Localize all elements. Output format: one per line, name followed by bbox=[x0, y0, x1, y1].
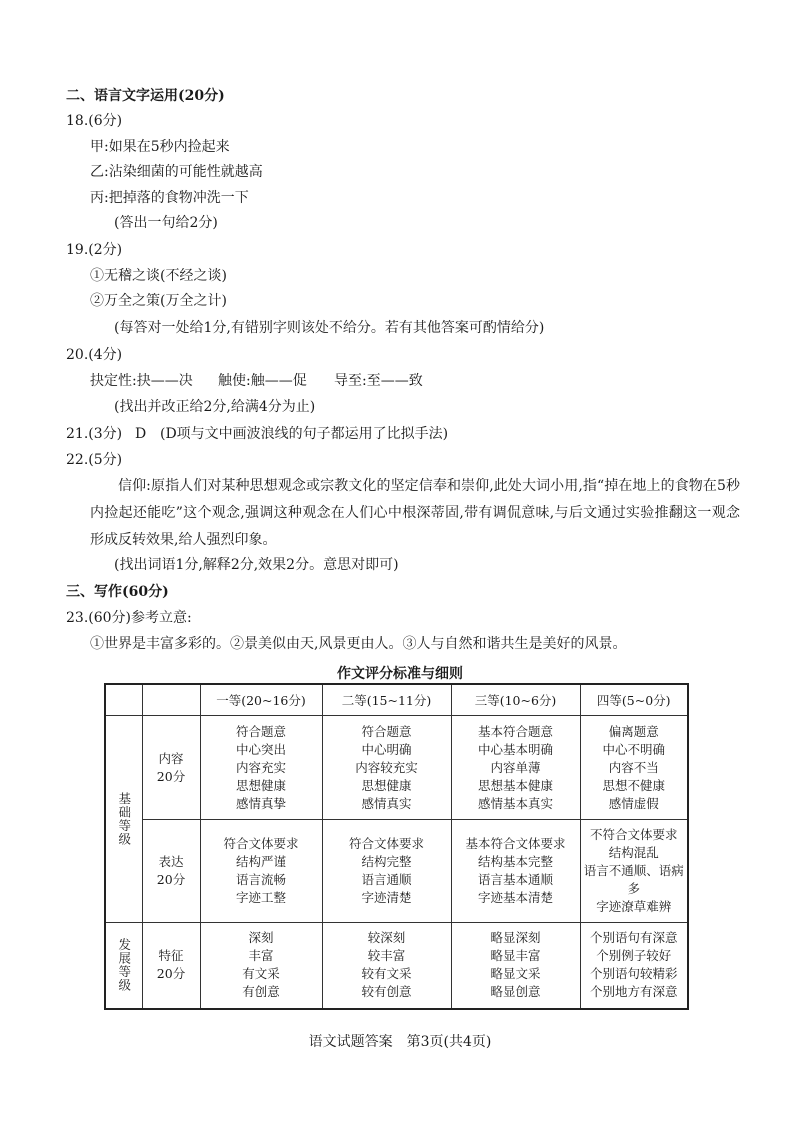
group-basic-label: 基础等级 bbox=[116, 792, 132, 846]
criterion: 内容充实 bbox=[235, 759, 286, 775]
cell-feature-grade-2 bbox=[322, 923, 451, 1009]
q21-heading: 21.(3分) bbox=[66, 426, 123, 442]
section-3-title: 三、写作(60分) bbox=[66, 584, 169, 600]
table-row-expression bbox=[105, 820, 688, 923]
header-grade-4: 四等(5~0分) bbox=[580, 684, 688, 716]
scoring-table bbox=[104, 683, 689, 1010]
q19-line-1: ①无稽之谈(不经之谈) bbox=[90, 268, 227, 284]
group-development bbox=[105, 923, 142, 1009]
criterion: 深刻 bbox=[248, 930, 274, 946]
q21-explanation: (D项与文中画波浪线的句子都运用了比拟手法) bbox=[160, 426, 449, 442]
cell-feature-grade-1 bbox=[200, 923, 322, 1009]
criterion: 较丰富 bbox=[367, 948, 406, 964]
criterion: 符合题意 bbox=[235, 723, 286, 739]
criterion: 内容不当 bbox=[608, 759, 659, 775]
q20-note: (找出并改正给2分,给满4分为止) bbox=[114, 399, 316, 415]
criterion: 略显文采 bbox=[490, 966, 541, 982]
row-name: 内容 bbox=[158, 750, 184, 766]
criterion: 符合题意 bbox=[361, 723, 412, 739]
criterion: 语言基本通顺 bbox=[477, 872, 553, 887]
header-grade-2: 二等(15~11分) bbox=[322, 684, 451, 716]
criterion: 思想健康 bbox=[361, 777, 412, 793]
row-score: 20分 bbox=[156, 966, 186, 982]
criterion: 结构混乱 bbox=[608, 845, 659, 860]
q23-reference-ideas: ①世界是丰富多彩的。②景美似由天,风景更由人。③人与自然和谐共生是美好的风景。 bbox=[90, 636, 627, 652]
q22-heading: 22.(5分) bbox=[66, 452, 123, 468]
criterion: 个别语句有深意 bbox=[589, 930, 678, 946]
header-grade-1: 一等(20~16分) bbox=[200, 684, 322, 716]
row-label-content bbox=[142, 716, 200, 820]
criterion: 偏离题意 bbox=[608, 723, 659, 739]
criterion: 个别例子较好 bbox=[596, 948, 672, 964]
cell-feature-grade-3 bbox=[451, 923, 580, 1009]
criterion: 基本符合题意 bbox=[477, 723, 553, 739]
criterion: 内容单薄 bbox=[490, 759, 541, 775]
q20-heading: 20.(4分) bbox=[66, 347, 123, 363]
cell-content-grade-1 bbox=[200, 716, 322, 820]
criterion: 字迹工整 bbox=[235, 890, 286, 905]
criterion: 有文采 bbox=[242, 966, 280, 982]
criterion: 基本符合文体要求 bbox=[465, 836, 566, 851]
cell-expression-grade-4 bbox=[580, 820, 688, 923]
criterion: 个别地方有深意 bbox=[589, 984, 678, 1000]
cell-expression-grade-3 bbox=[451, 820, 580, 923]
criterion: 个别语句较精彩 bbox=[589, 966, 678, 982]
criterion: 较有文采 bbox=[361, 966, 412, 982]
q18-note: (答出一句给2分) bbox=[114, 215, 218, 231]
criterion: 较深刻 bbox=[367, 930, 406, 946]
page-footer: 语文试题答案 第3页(共4页) bbox=[308, 1034, 492, 1050]
row-name: 表达 bbox=[158, 854, 184, 869]
group-development-label: 发展等级 bbox=[116, 938, 132, 993]
q23-heading: 23.(60分)参考立意: bbox=[66, 610, 192, 626]
row-label-expression bbox=[142, 820, 200, 923]
q20-pair-3: 导至:至——致 bbox=[334, 373, 423, 389]
criterion: 符合文体要求 bbox=[348, 836, 424, 851]
q18-line-1: 甲:如果在5秒内捡起来 bbox=[90, 139, 230, 155]
criterion: 语言不通顺、语病多 bbox=[583, 863, 684, 896]
table-row-content bbox=[105, 716, 688, 820]
header-grade-3: 三等(10~6分) bbox=[451, 684, 580, 716]
criterion: 中心不明确 bbox=[602, 741, 665, 757]
header-blank-1 bbox=[105, 684, 142, 716]
section-2-title: 二、语言文字运用(20分) bbox=[66, 88, 225, 104]
q19-heading: 19.(2分) bbox=[66, 242, 123, 258]
q22-note: (找出词语1分,解释2分,效果2分。意思对即可) bbox=[114, 557, 399, 573]
criterion: 丰富 bbox=[248, 948, 274, 964]
q19-line-2: ②万全之策(万全之计) bbox=[90, 293, 227, 309]
row-score: 20分 bbox=[156, 872, 186, 887]
criterion: 略显创意 bbox=[490, 984, 541, 1000]
q20-pair-1: 抉定性:抉——决 bbox=[90, 373, 193, 389]
criterion: 感情真挚 bbox=[235, 795, 286, 811]
q18-line-2: 乙:沾染细菌的可能性就越高 bbox=[90, 164, 263, 180]
q20-pair-2: 触使:触——促 bbox=[218, 373, 307, 389]
criterion: 思想不健康 bbox=[602, 777, 665, 793]
criterion: 结构严谨 bbox=[235, 854, 286, 869]
table-title: 作文评分标准与细则 bbox=[337, 666, 463, 682]
criterion: 略显深刻 bbox=[490, 930, 541, 946]
criterion: 符合文体要求 bbox=[223, 836, 299, 851]
header-blank-2 bbox=[142, 684, 200, 716]
criterion: 中心突出 bbox=[235, 741, 286, 757]
criterion: 较有创意 bbox=[361, 984, 412, 1000]
q18-heading: 18.(6分) bbox=[66, 113, 123, 129]
row-name: 特征 bbox=[158, 948, 184, 964]
q21-answer: D bbox=[135, 426, 147, 442]
criterion: 感情基本真实 bbox=[477, 795, 553, 811]
criterion: 字迹清楚 bbox=[361, 890, 412, 905]
q19-note: (每答对一处给1分,有错别字则该处不给分。若有其他答案可酌情给分) bbox=[114, 320, 545, 336]
group-basic bbox=[105, 716, 142, 923]
criterion: 中心明确 bbox=[361, 741, 412, 757]
criterion: 略显丰富 bbox=[490, 948, 541, 964]
criterion: 不符合文体要求 bbox=[589, 827, 678, 842]
criterion: 语言流畅 bbox=[235, 872, 286, 887]
criterion: 有创意 bbox=[242, 984, 280, 1000]
criterion: 字迹潦草难辨 bbox=[596, 899, 672, 914]
row-label-feature bbox=[142, 923, 200, 1009]
q18-line-3: 丙:把掉落的食物冲洗一下 bbox=[90, 190, 249, 206]
cell-feature-grade-4 bbox=[580, 923, 688, 1009]
cell-content-grade-2 bbox=[322, 716, 451, 820]
criterion: 感情真实 bbox=[361, 795, 412, 811]
criterion: 结构基本完整 bbox=[477, 854, 553, 869]
cell-content-grade-4 bbox=[580, 716, 688, 820]
criterion: 字迹基本清楚 bbox=[477, 890, 553, 905]
criterion: 内容较充实 bbox=[355, 759, 418, 775]
criterion: 思想健康 bbox=[235, 777, 286, 793]
criterion: 语言通顺 bbox=[361, 872, 412, 887]
criterion: 感情虚假 bbox=[608, 795, 659, 811]
criterion: 结构完整 bbox=[361, 854, 412, 869]
cell-content-grade-3 bbox=[451, 716, 580, 820]
cell-expression-grade-1 bbox=[200, 820, 322, 923]
table-row-feature bbox=[105, 923, 688, 1009]
table-header-row bbox=[105, 684, 688, 716]
q22-paragraph: 信仰:原指人们对某种思想观念或宗教文化的坚定信奉和崇仰,此处大词小用,指“掉在地上的食物在5秒内捡起还能吃”这个观念,强调这种观念在人们心中根深蒂固,带有调侃意味,与后文通过实验推翻这一观念形成反转效果,给人强烈印象。 bbox=[90, 478, 740, 548]
criterion: 思想基本健康 bbox=[477, 777, 553, 793]
row-score: 20分 bbox=[156, 768, 186, 784]
cell-expression-grade-2 bbox=[322, 820, 451, 923]
criterion: 中心基本明确 bbox=[477, 741, 553, 757]
